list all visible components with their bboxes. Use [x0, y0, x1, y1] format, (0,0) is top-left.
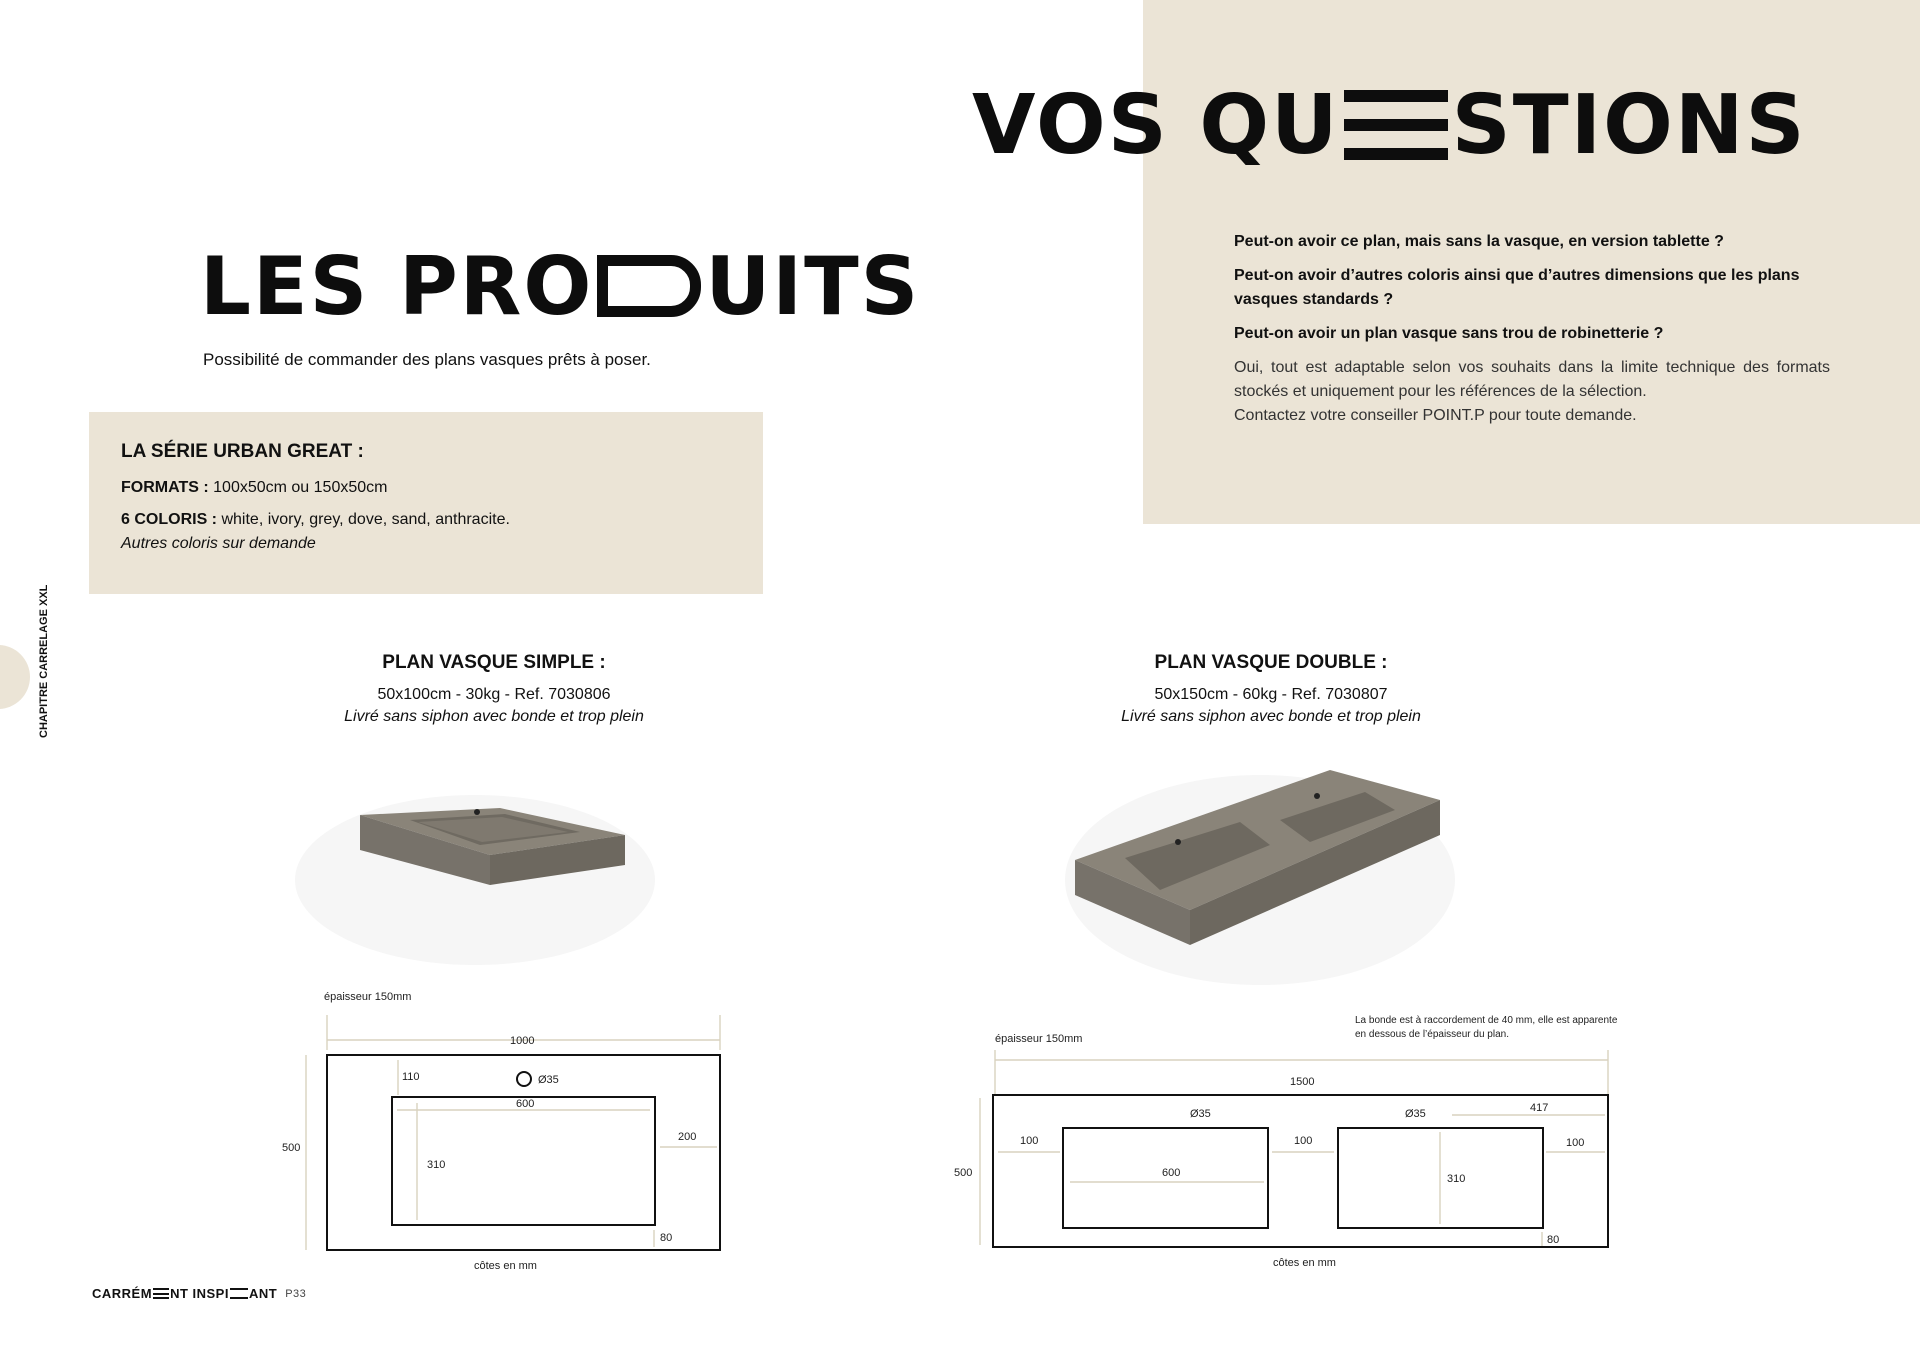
bonde-note-1: La bonde est à raccordement de 40 mm, elle est apparente — [1355, 1015, 1618, 1026]
double-dim-100-left: 100 — [1020, 1135, 1039, 1147]
double-title: PLAN VASQUE DOUBLE : — [1154, 652, 1388, 673]
simple-dim-600: 600 — [516, 1098, 535, 1110]
serie-content — [121, 440, 741, 556]
double-header — [1071, 652, 1471, 726]
faucet-hole-icon — [517, 1072, 531, 1086]
double-dim-100-right: 100 — [1566, 1137, 1585, 1149]
page-number: P33 — [285, 1287, 307, 1300]
simple-title: PLAN VASQUE SIMPLE : — [382, 652, 606, 673]
simple-outline — [327, 1055, 720, 1250]
e-bars-icon — [1344, 90, 1448, 160]
formats-line: FORMATS : 100x50cm ou 150x50cm — [121, 479, 388, 496]
side-tab — [0, 645, 30, 709]
coloris-note: Autres coloris sur demande — [121, 535, 316, 552]
double-dim-35-left: Ø35 — [1190, 1108, 1211, 1120]
footer-brand: CARRÉM NT INSPI ANT P33 — [92, 1286, 307, 1301]
double-dim-80: 80 — [1547, 1234, 1560, 1246]
answer-line-2: Contactez votre conseiller POINT.P pour toute demande. — [1234, 407, 1637, 424]
simple-epaisseur: épaisseur 150mm — [324, 991, 412, 1003]
bonde-note-2: en dessous de l’épaisseur du plan. — [1355, 1029, 1509, 1040]
r-shape-icon — [230, 1288, 248, 1299]
double-outline — [993, 1095, 1608, 1247]
double-dim-417: 417 — [1530, 1102, 1549, 1114]
double-epaisseur: épaisseur 150mm — [995, 1033, 1083, 1045]
double-note: Livré sans siphon avec bonde et trop plein — [1121, 708, 1421, 725]
double-dim-600: 600 — [1162, 1167, 1181, 1179]
question-3: Peut-on avoir un plan vasque sans trou de robinetterie ? — [1234, 325, 1664, 342]
e-bars-icon-small — [153, 1288, 169, 1299]
simple-basin-image — [290, 770, 660, 970]
simple-dim-500: 500 — [282, 1142, 301, 1154]
answer-line-1: Oui, tout est adaptable selon vos souhaits dans la limite technique des formats stockés et uniquement pour les références de la sélection. — [1234, 359, 1830, 400]
double-dim-310: 310 — [1447, 1173, 1466, 1185]
double-dim-1500: 1500 — [1290, 1076, 1315, 1088]
simple-note: Livré sans siphon avec bonde et trop plein — [344, 708, 644, 725]
question-1: Peut-on avoir ce plan, mais sans la vasque, en version tablette ? — [1234, 233, 1724, 250]
simple-technical-drawing — [262, 985, 732, 1275]
double-technical-drawing — [930, 1010, 1620, 1280]
side-chapter-label: CHAPITRE CARRELAGE XXL — [38, 584, 50, 738]
question-2: Peut-on avoir d’autres coloris ainsi que d’autres dimensions que les plans vasques standards ? — [1234, 267, 1800, 308]
simple-dim-1000: 1000 — [510, 1035, 535, 1047]
simple-dim-35: Ø35 — [538, 1074, 559, 1086]
produits-subtitle: Possibilité de commander des plans vasques prêts à poser. — [203, 350, 651, 369]
serie-heading: LA SÉRIE URBAN GREAT : — [121, 441, 364, 462]
simple-dim-80: 80 — [660, 1232, 673, 1244]
double-dim-35-right: Ø35 — [1405, 1108, 1426, 1120]
questions-title: VOS QU STIONS — [972, 77, 1807, 173]
double-basin-image — [1060, 750, 1460, 990]
simple-dim-200: 200 — [678, 1131, 697, 1143]
double-spec: 50x150cm - 60kg - Ref. 7030807 — [1154, 686, 1388, 703]
double-dim-500: 500 — [954, 1167, 973, 1179]
questions-block — [1234, 230, 1830, 428]
simple-dim-110: 110 — [402, 1071, 420, 1083]
produits-title: LES PRO UITS — [200, 239, 921, 333]
simple-header — [294, 652, 694, 726]
double-cotes: côtes en mm — [1273, 1257, 1336, 1269]
coloris-line: 6 COLORIS : white, ivory, grey, dove, sand, anthracite. — [121, 511, 510, 528]
simple-spec: 50x100cm - 30kg - Ref. 7030806 — [377, 686, 611, 703]
d-shape-icon — [597, 255, 701, 317]
simple-cotes: côtes en mm — [474, 1260, 537, 1272]
double-dim-100-mid: 100 — [1294, 1135, 1313, 1147]
simple-dim-310: 310 — [427, 1159, 446, 1171]
